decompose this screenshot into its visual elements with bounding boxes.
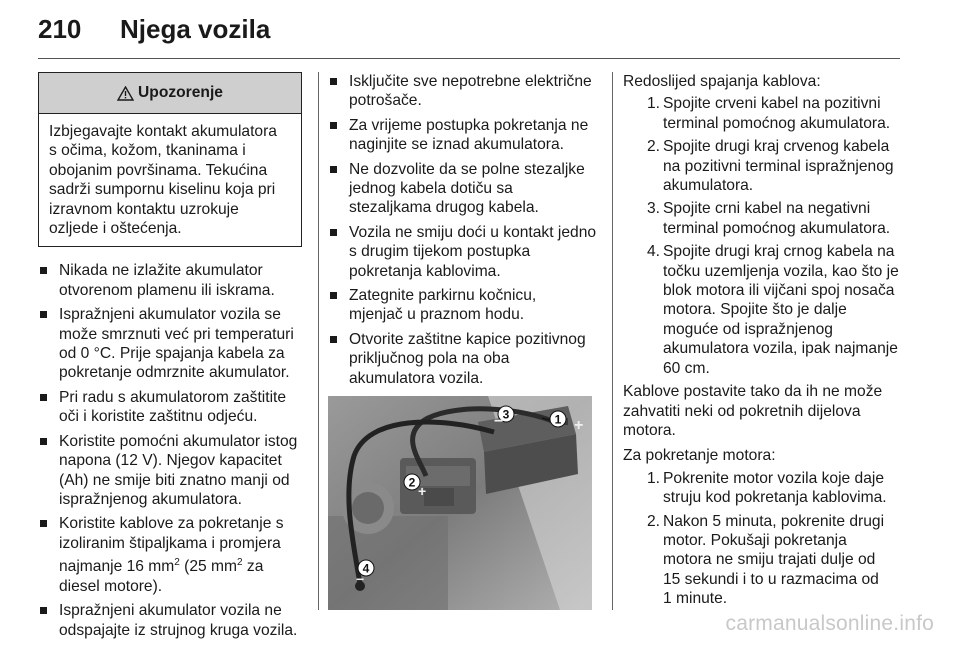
note-line: zahvatiti neki od pokretnih dijelova (623, 402, 861, 420)
bullet-square-icon (330, 229, 337, 236)
step-line: terminal pomoćnog akumulatora. (663, 114, 891, 132)
bullet-line: diesel motore). (59, 577, 163, 595)
text-fragment: (25 mm (179, 558, 238, 576)
svg-text:1: 1 (554, 412, 562, 427)
text-fragment: za (242, 558, 264, 576)
note-line: Kablove postavite tako da ih ne može (623, 383, 883, 401)
bullet-line: Za vrijeme postupka pokretanja ne (349, 116, 589, 134)
step-number: 1. (647, 469, 661, 487)
bullet-square-icon (330, 166, 337, 173)
bullet-line: Ispražnjeni akumulator vozila ne (59, 602, 282, 620)
column-2 (328, 72, 604, 610)
bullet-item (38, 601, 306, 640)
svg-text:4: 4 (362, 561, 370, 576)
warning-title: Upozorenje (138, 84, 223, 102)
text-fragment: najmanje 16 mm (59, 558, 175, 576)
bullet-line: akumulatora vozila. (349, 369, 484, 387)
bullet-line: mjenjač u praznom hodu. (349, 306, 525, 324)
column-divider-2 (612, 72, 613, 610)
warning-line: sadrži sumpornu kiselinu koja pri (49, 181, 276, 199)
bullet-line: jednog kabela dotiču sa (349, 180, 513, 198)
svg-text:3: 3 (502, 407, 510, 422)
warning-line: obojanim površinama. Tekućina (49, 161, 268, 179)
column-3 (623, 72, 905, 613)
bullet-line: izoliranim štipaljkama i promjera (59, 534, 281, 552)
bullet-square-icon (330, 78, 337, 85)
bullet-item (38, 305, 306, 383)
warning-line: s očima, kožom, tkaninama i (49, 142, 246, 160)
step-line: moguće od ispražnjenog (663, 320, 833, 338)
bullet-line: ispražnjenog akumulatora. (59, 490, 242, 508)
bullet-line: Pri radu s akumulatorom zaštitite (59, 388, 287, 406)
bullet-line: Nikada ne izlažite akumulator (59, 262, 263, 280)
step-line: akumulatora vozila, ipak najmanje (663, 340, 898, 358)
bullet-line: napona (12 V). Njegov kapacitet (59, 452, 282, 470)
step-item (623, 137, 905, 195)
svg-text:2: 2 (408, 475, 416, 490)
superscript: 2 (174, 557, 180, 569)
column-divider-1 (318, 72, 319, 610)
bullet-square-icon (330, 292, 337, 299)
warning-triangle-icon (117, 86, 134, 101)
step-line: Spojite drugi kraj crvenog kabela (663, 138, 890, 156)
step-line: 1 minute. (663, 590, 728, 608)
bullet-square-icon (40, 607, 47, 614)
step-line: Spojite drugi kraj crnog kabela na (663, 243, 895, 261)
bullet-square-icon (40, 520, 47, 527)
step-line: motora. Spojite što je dalje (663, 301, 847, 319)
bullet-line: naginjite se iznad akumulatora. (349, 136, 564, 154)
bullet-square-icon (40, 438, 47, 445)
bullet-line: može smrznuti već pri temperaturi (59, 325, 294, 343)
plus-symbol: + (574, 417, 584, 435)
procedure-bullet-list (328, 72, 604, 388)
header-rule (38, 58, 900, 59)
bullet-item (328, 286, 604, 325)
step-line: Nakon 5 minuta, pokrenite drugi (663, 512, 885, 530)
bullet-line: Vozila ne smiju doći u kontakt jedno (349, 223, 597, 241)
bullet-item (328, 330, 604, 388)
warning-line: ozljede i oštećenja. (49, 220, 182, 238)
bullet-line: Otvorite zaštitne kapice pozitivnog (349, 330, 586, 348)
bullet-line: od 0 °C. Prije spajanja kabela za (59, 345, 285, 363)
note-line: motora. (623, 421, 676, 439)
step-item (623, 242, 905, 378)
step-line: motora ne smiju trajati dulje od (663, 551, 876, 569)
bullet-square-icon (330, 122, 337, 129)
bullet-line: Zategnite parkirnu kočnicu, (349, 287, 537, 305)
bullet-item (328, 223, 604, 281)
bullet-line: Isključite sve nepotrebne električne (349, 73, 592, 90)
warning-box (38, 72, 302, 247)
bullet-square-icon (40, 394, 47, 401)
step-item (623, 94, 905, 133)
cable-placement-note (623, 382, 905, 440)
step-line: 60 cm. (663, 359, 710, 377)
step-line: 15 sekundi i to u razmacima od (663, 570, 879, 588)
bullet-item (38, 432, 306, 510)
safety-bullet-list (38, 261, 306, 640)
step-line: blok motora ili vijčani spoj nosača (663, 282, 895, 300)
step-item (623, 199, 905, 238)
bullet-line: potrošače. (349, 92, 422, 110)
bullet-item (328, 160, 604, 218)
bullet-line: stezaljkama drugog kabela. (349, 199, 539, 217)
bullet-item (38, 261, 306, 300)
bullet-line: pokretanje odmrznite akumulator. (59, 364, 290, 382)
bullet-line: Ispražnjeni akumulator vozila se (59, 306, 281, 324)
step-line: na pozitivni terminal ispražnjenog (663, 157, 894, 175)
jump-start-photo (328, 396, 592, 610)
step-line: Spojite crni kabel na negativni (663, 200, 871, 218)
warning-header (39, 73, 301, 114)
connection-steps (623, 94, 905, 378)
bullet-line: odspajajte iz strujnog kruga vozila. (59, 621, 298, 639)
step-number: 3. (647, 200, 661, 218)
step-item (623, 469, 905, 508)
step-number: 1. (647, 95, 661, 113)
bullet-square-icon (40, 311, 47, 318)
bullet-square-icon (40, 267, 47, 274)
engine-start-steps (623, 469, 905, 609)
step-line: struju kod pokretanja kablovima. (663, 489, 887, 507)
step-item (623, 512, 905, 609)
step-line: akumulatora. (663, 177, 754, 195)
step-line: Spojite crveni kabel na pozitivni (663, 95, 881, 113)
bullet-square-icon (330, 336, 337, 343)
connection-order-heading: Redoslijed spajanja kablova: (623, 73, 821, 90)
minus-symbol: − (494, 413, 504, 431)
step-line: Pokrenite motor vozila koje daje (663, 469, 885, 487)
watermark: carmanualsonline.info (725, 612, 934, 635)
step-number: 2. (647, 512, 661, 530)
bullet-line: (Ah) ne smije biti znatno manji od (59, 471, 290, 489)
step-line: motor. Pokušaji pokretanja (663, 531, 847, 549)
section-title: Njega vozila (120, 14, 271, 44)
bullet-line: Koristite pomoćni akumulator istog (59, 432, 298, 450)
engine-start-heading: Za pokretanje motora: (623, 447, 776, 465)
bullet-line: otvorenom plamenu ili iskrama. (59, 281, 275, 299)
bullet-item (38, 388, 306, 427)
minus-symbol: − (356, 571, 365, 588)
warning-line: izravnom kontaktu uzrokuje (49, 200, 239, 218)
bullet-item (38, 514, 306, 596)
bullet-line: Ne dozvolite da se polne stezaljke (349, 160, 585, 178)
bullet-item (328, 116, 604, 155)
bullet-line: Koristite kablove za pokretanje s (59, 515, 284, 533)
step-number: 2. (647, 138, 661, 156)
bullet-line (59, 553, 306, 577)
bullet-line: s drugim tijekom postupka (349, 243, 531, 261)
warning-text (39, 114, 301, 246)
bullet-line: oči i koristite zaštitnu odjeću. (59, 408, 258, 426)
step-line: terminal pomoćnog akumulatora. (663, 219, 891, 237)
step-number: 4. (647, 243, 661, 261)
plus-symbol: + (418, 483, 427, 500)
superscript: 2 (237, 557, 243, 569)
bullet-line: priključnog pola na oba (349, 350, 510, 368)
bullet-item (328, 72, 604, 111)
bullet-line: pokretanja kablovima. (349, 262, 501, 280)
warning-line: Izbjegavajte kontakt akumulatora (49, 123, 277, 140)
step-line: točku uzemljenja vozila, kao što je (663, 262, 899, 280)
column-1 (38, 72, 306, 645)
page-number: 210 (38, 14, 82, 44)
